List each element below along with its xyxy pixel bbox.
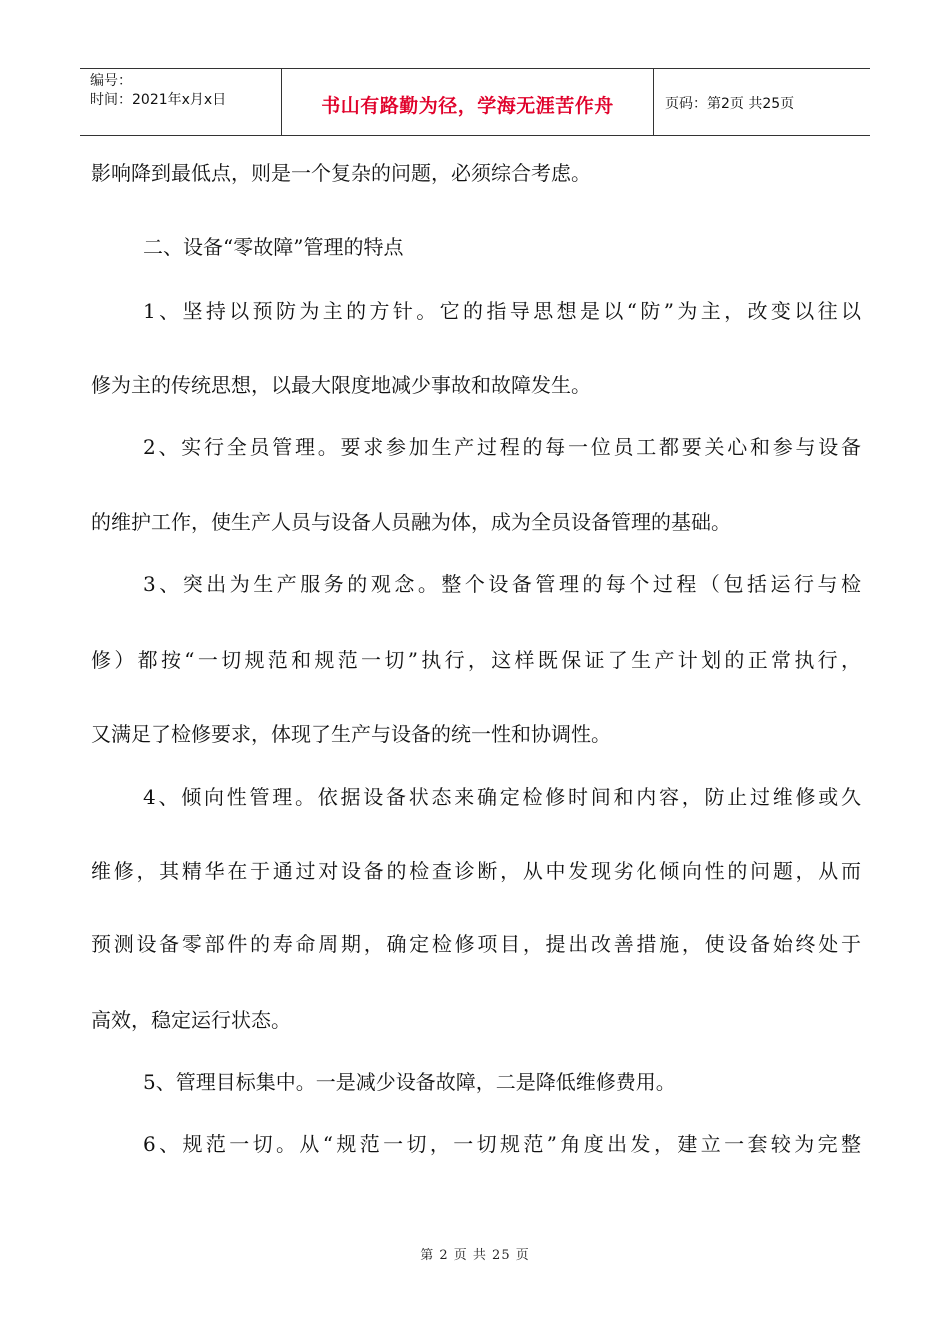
header-motto: 书山有路勤为径，学海无涯苦作舟 — [282, 69, 654, 135]
body-line: 的维护工作，使生产人员与设备人员融为体，成为全员设备管理的基础。 — [91, 510, 731, 534]
body-line: 维修，其精华在于通过对设备的检查诊断，从中发现劣化倾向性的问题，从而 — [91, 859, 861, 883]
body-line: 又满足了检修要求，体现了生产与设备的统一性和协调性。 — [91, 722, 611, 746]
body-line: 修）都按“一切规范和规范一切”执行，这样既保证了生产计划的正常执行， — [91, 648, 861, 672]
body-line: 3、突出为生产服务的观念。整个设备管理的每个过程（包括运行与检 — [143, 572, 861, 596]
body-line: 2、实行全员管理。要求参加生产过程的每一位员工都要关心和参与设备 — [143, 435, 861, 459]
section-heading: 二、设备“零故障”管理的特点 — [143, 235, 404, 259]
header-meta — [80, 69, 282, 135]
page-footer: 第 2 页 共 25 页 — [420, 1248, 530, 1263]
body-line: 4、倾向性管理。依据设备状态来确定检修时间和内容，防止过维修或久 — [143, 785, 861, 809]
header-page-info: 页码：第2页 共25页 — [665, 96, 795, 112]
body-line: 6、规范一切。从“规范一切，一切规范”角度出发，建立一套较为完整 — [143, 1132, 861, 1156]
body-line: 1、坚持以预防为主的方针。它的指导思想是以“防”为主，改变以往以 — [143, 299, 861, 323]
page-header — [80, 68, 870, 136]
body-line: 5、管理目标集中。一是减少设备故障，二是降低维修费用。 — [143, 1070, 676, 1094]
date-label: 时间：2021年x月x日 — [90, 92, 227, 108]
body-line: 影响降到最低点，则是一个复杂的问题，必须综合考虑。 — [91, 161, 591, 185]
body-line: 高效，稳定运行状态。 — [91, 1008, 291, 1032]
serial-number-label: 编号： — [90, 73, 132, 89]
body-line: 预测设备零部件的寿命周期，确定检修项目，提出改善措施，使设备始终处于 — [91, 932, 861, 956]
body-line: 修为主的传统思想，以最大限度地减少事故和故障发生。 — [91, 373, 591, 397]
